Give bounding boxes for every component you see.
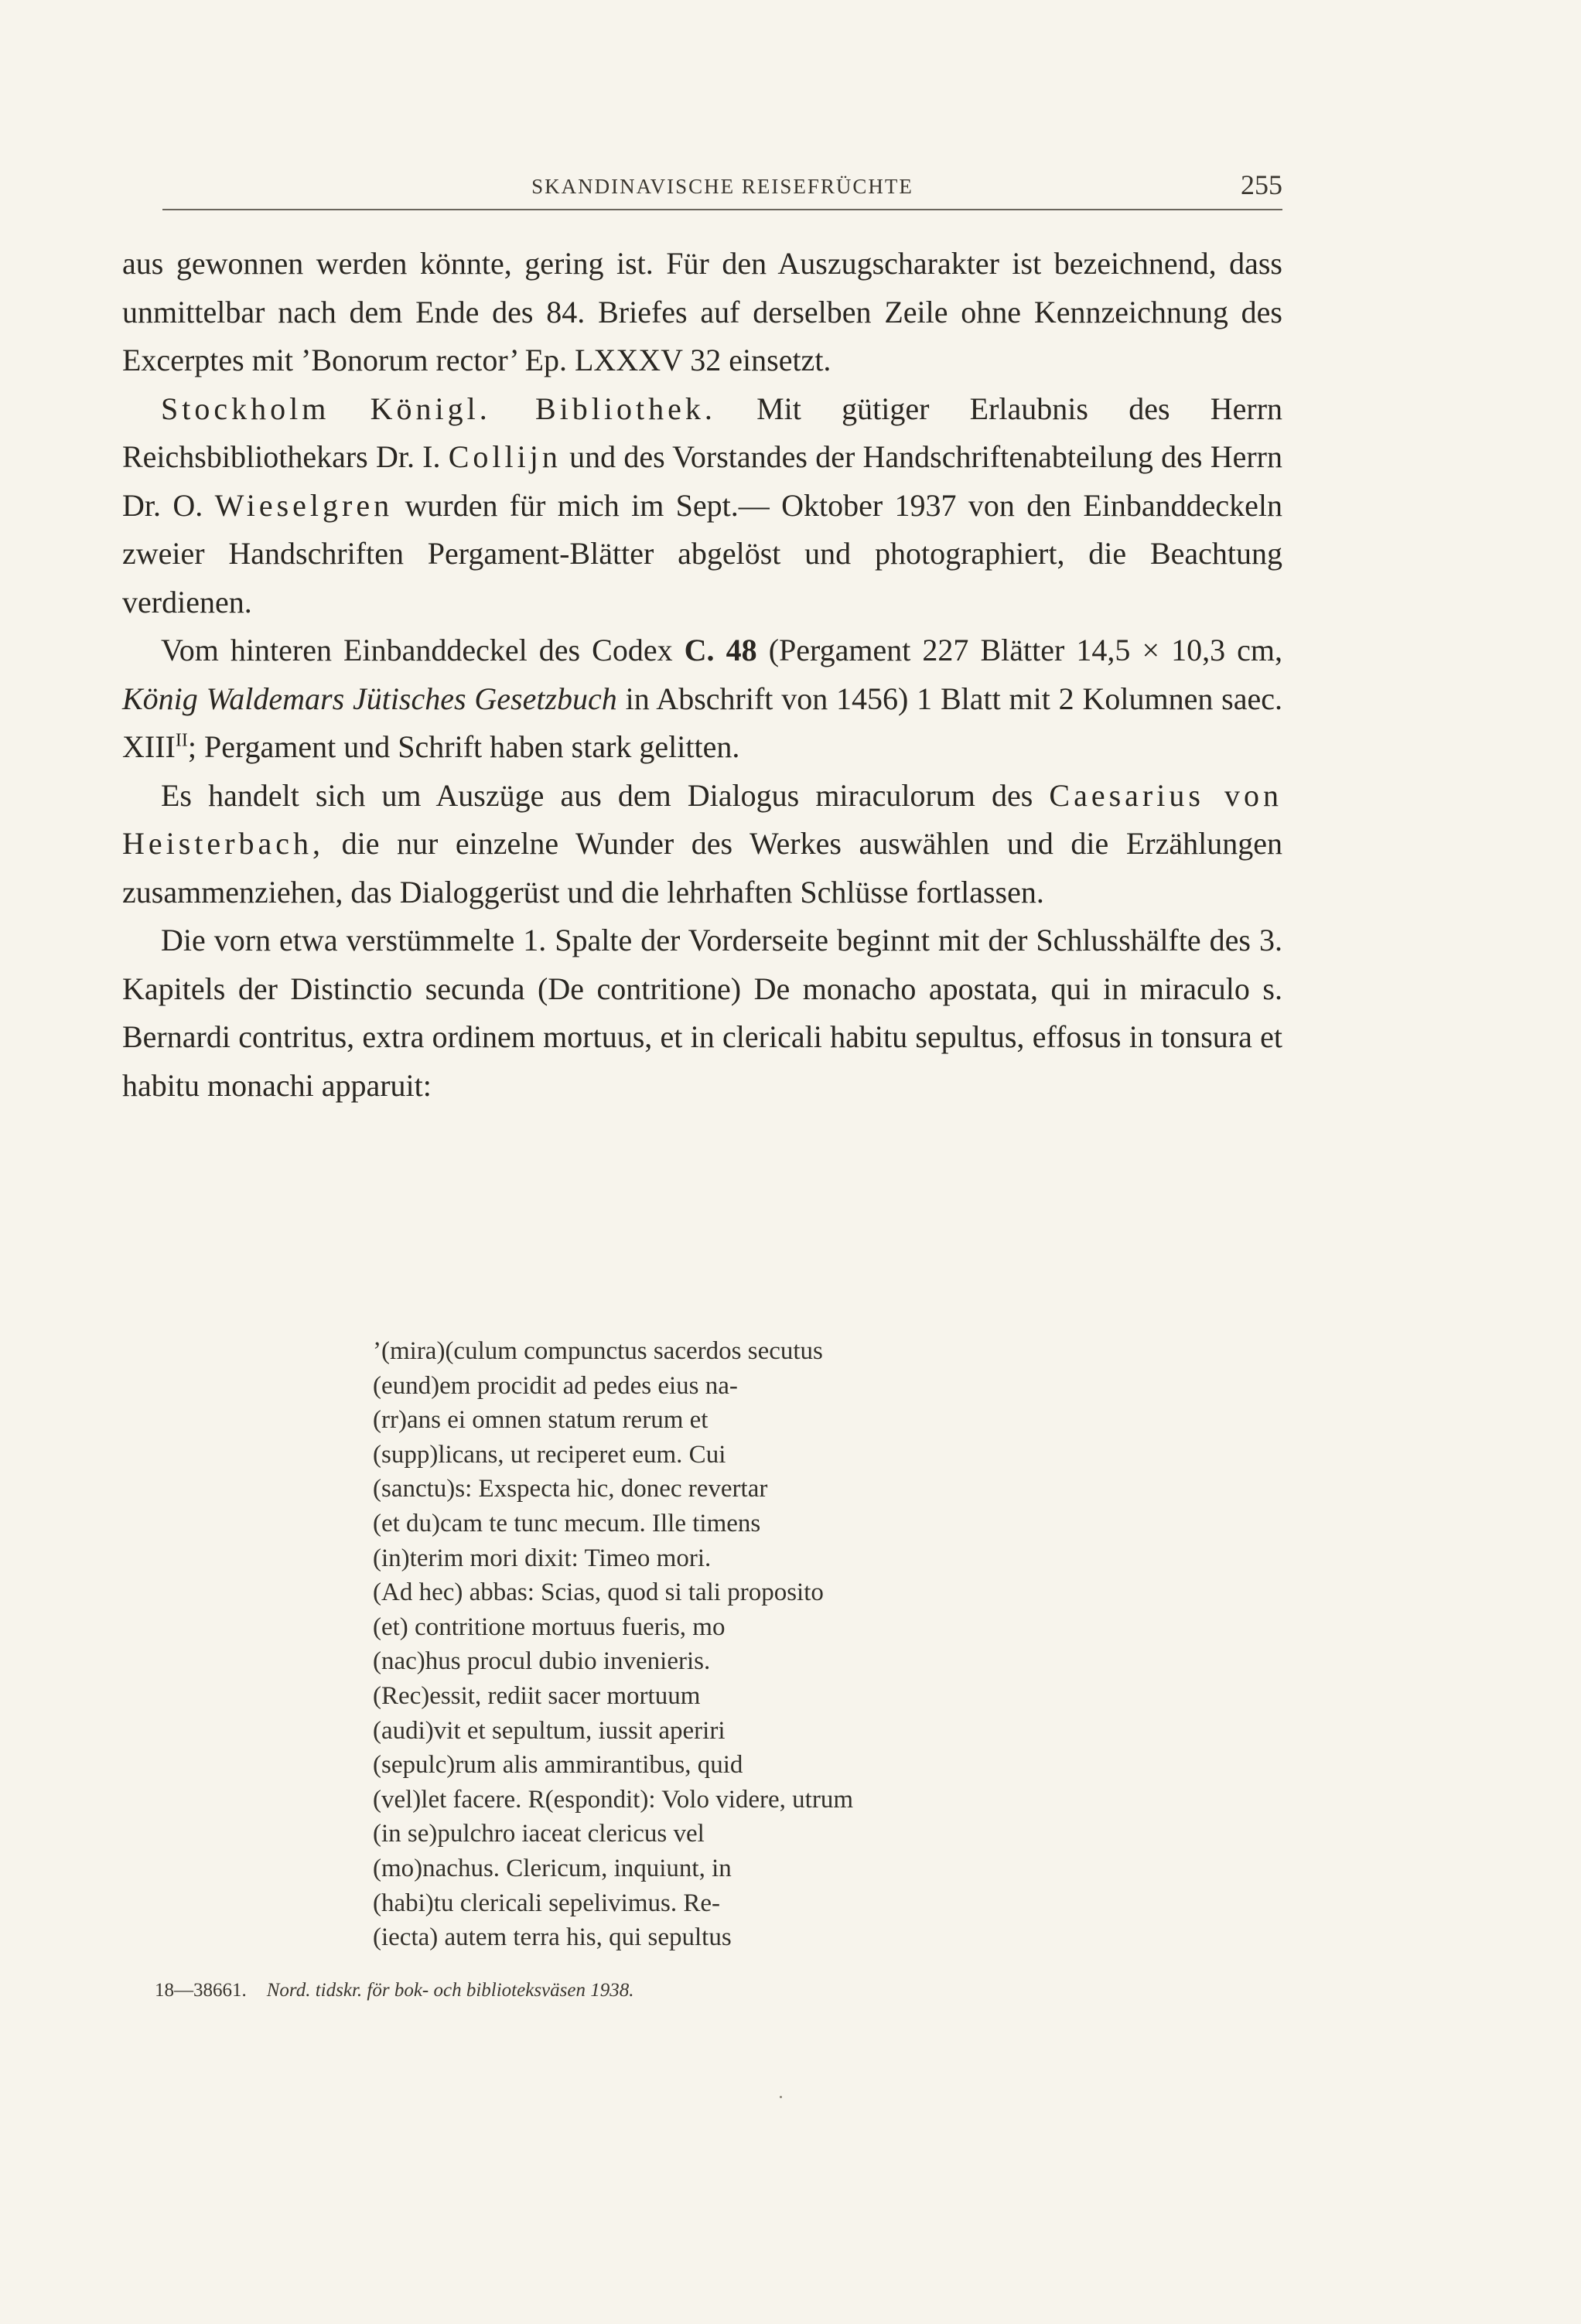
paragraph-3-text-b: (Pergament 227 Blätter 14,5 × 10,3 cm, — [768, 633, 1283, 667]
journal-reference: Nord. tidskr. för bok- och biblioteksväsen 1938. — [266, 1980, 634, 2001]
latin-transcription — [373, 1334, 1115, 1955]
paragraph-3-text-a: Vom hinteren Einbanddeckel des Codex — [161, 633, 673, 667]
quote-line: (habi)tu clericali sepelivimus. Re- — [373, 1889, 721, 1917]
paragraph-4 — [122, 772, 1282, 917]
paragraph-2-text-c: wurden für mich im Sept.— Oktober 1937 von den Einbanddeckeln zweier Handschriften Pergament-Blätter abgelöst und photographiert, die Beachtung verdienen. — [122, 487, 1283, 619]
paragraph-1: aus gewonnen werden könnte, gering ist. Für den Auszugscharakter ist bezeichnend, dass unmittelbar nach dem Ende des 84. Briefes auf derselben Zeile ohne Kennzeichnung des Excerptes mit ’Bonorum rector’ Ep. LXXXV 32 einsetzt. — [122, 246, 1282, 377]
paragraph-3-text-c: in Abschrift von 1456) 1 Blatt mit 2 Kolumnen saec. XIII — [122, 681, 1283, 764]
running-title: SKANDINAVISCHE REISEFRÜCHTE — [531, 175, 913, 198]
quote-line: (et du)cam te tunc mecum. Ille timens — [373, 1509, 761, 1537]
quote-line: (nac)hus procul dubio invenieris. — [373, 1647, 711, 1676]
paragraph-2-text-a: Mit gütiger Erlaubnis des Herrn Reichsbibliothekars Dr. I. — [122, 391, 1283, 474]
quote-line: (sepulc)rum alis ammirantibus, quid — [373, 1751, 743, 1780]
quote-line: (vel)let facere. R(espondit): Volo videre, utrum — [373, 1785, 854, 1814]
paragraph-4-text-b: die nur einzelne Wunder des Werkes auswählen und die Erzählungen zusammenziehen, das Dialoggerüst und die lehrhaften Schlüsse fortlassen. — [122, 826, 1282, 909]
quote-line: (supp)licans, ut reciperet eum. Cui — [373, 1440, 726, 1469]
paragraph-5: Die vorn etwa verstümmelte 1. Spalte der Vorderseite beginnt mit der Schlusshälfte des 3. Kapitels der Distinctio secunda (De contritione) De monacho apostata, qui in miraculo s. Bernardi contritus, extra ordinem mortuus, et in clericali habitu sepultus, effosus in tonsura et habitu monachi apparuit: — [122, 923, 1282, 1103]
quote-line: (in)terim mori dixit: Timeo mori. — [373, 1544, 712, 1572]
page-header — [162, 169, 1282, 210]
person-name-wieselgren: Wieselgren — [214, 487, 394, 523]
quote-line: (Ad hec) abbas: Scias, quod si tali proposito — [373, 1578, 824, 1607]
paragraph-3 — [122, 626, 1282, 772]
paragraph-2-text-b: und des Vorstandes der Handschriftenabteilung des Herrn Dr. O. — [122, 439, 1282, 523]
paper-speck — [780, 2096, 782, 2098]
century-superscript: II — [175, 730, 188, 751]
quote-line: (sanctu)s: Exspecta hic, donec revertar — [373, 1475, 768, 1503]
person-name-collijn: Collijn — [448, 439, 562, 474]
quote-line: (rr)ans ei omnen statum rerum et — [373, 1406, 709, 1435]
page-number: 255 — [1241, 169, 1282, 200]
quote-line: ’(mira)(culum compunctus sacerdos secutus — [373, 1337, 823, 1365]
quote-line: (in se)pulchro iaceat clericus vel — [373, 1820, 705, 1848]
quote-line: (et) contritione mortuus fueris, mo — [373, 1612, 726, 1641]
author-name: Caesarius von Heisterbach, — [122, 777, 1283, 861]
library-name: Königl. Bibliothek. — [370, 391, 716, 426]
paragraph-4-text-a: Es handelt sich um Auszüge aus dem Dialogus miraculorum des — [161, 777, 1033, 813]
quote-line: (Rec)essit, rediit sacer mortuum — [373, 1681, 701, 1710]
codex-signature: C. 48 — [684, 633, 757, 667]
page-footer — [155, 1980, 633, 2002]
quote-line: (mo)nachus. Clericum, inquiunt, in — [373, 1854, 732, 1882]
quote-line: (iecta) autem terra his, qui sepultus — [373, 1923, 732, 1952]
body-text — [122, 240, 1282, 1110]
paragraph-2 — [122, 385, 1282, 627]
place-name: Stockholm — [161, 391, 330, 426]
print-signature: 18—38661. — [155, 1980, 247, 2001]
paragraph-3-text-d: ; Pergament und Schrift haben stark gelitten. — [187, 729, 740, 764]
quote-line: (eund)em procidit ad pedes eius na- — [373, 1371, 738, 1400]
work-title: König Waldemars Jütisches Gesetzbuch — [122, 681, 617, 716]
quote-line: (audi)vit et sepultum, iussit aperiri — [373, 1716, 726, 1745]
